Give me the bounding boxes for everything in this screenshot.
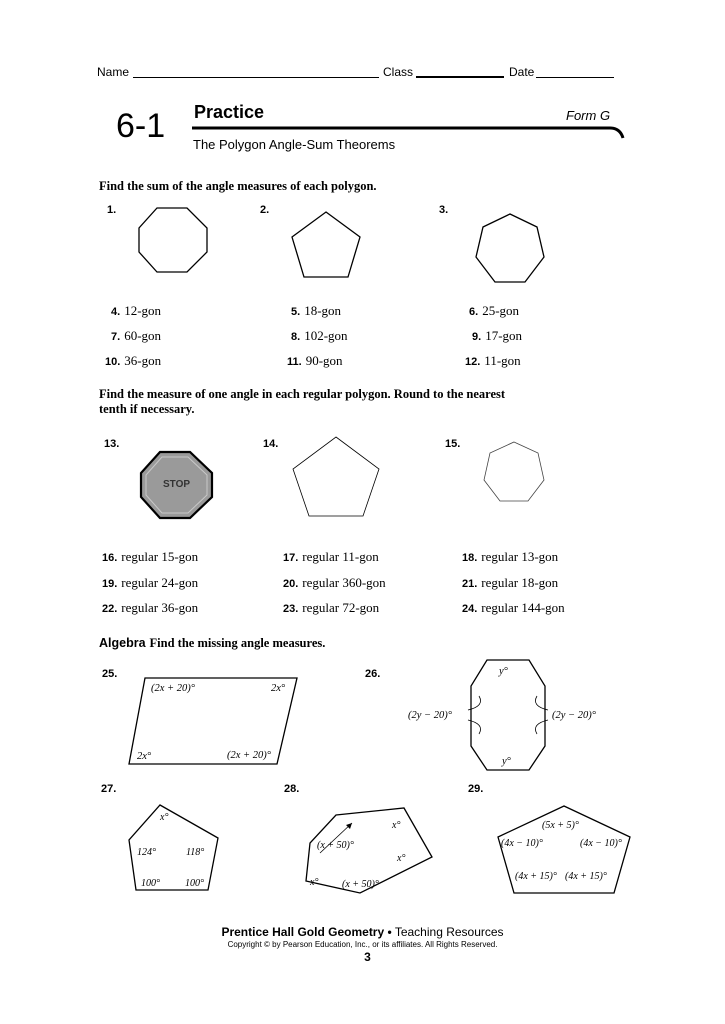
list-item: 23. regular 72-gon — [283, 600, 380, 615]
angle-label: (5x + 5)° — [542, 820, 579, 831]
angle-label: (4x + 15)° — [515, 871, 557, 882]
pentagon-figure — [290, 434, 384, 520]
figure-label-28: 28. — [284, 783, 300, 795]
angle-label: 2x° — [137, 751, 152, 762]
angle-label: y° — [499, 666, 508, 677]
angle-label: (2x + 20)° — [227, 750, 271, 761]
figure-label-25: 25. — [102, 668, 118, 680]
class-line[interactable] — [416, 76, 504, 78]
figure-label-14: 14. — [263, 438, 279, 450]
list-item: 4. 12-gon — [111, 303, 162, 318]
angle-label: x° — [392, 820, 401, 831]
angle-label: 124° — [137, 847, 156, 858]
list-item: 8. 102-gon — [291, 328, 348, 343]
name-line[interactable] — [133, 77, 379, 78]
angle-label: (4x − 10)° — [501, 838, 543, 849]
heptagon-figure — [470, 210, 550, 288]
page-number: 3 — [364, 950, 371, 964]
parallelogram-figure — [125, 672, 305, 770]
angle-label: (2y − 20)° — [408, 710, 452, 721]
lesson-number: 6-1 — [116, 107, 166, 145]
angle-label: (2y − 20)° — [552, 710, 596, 721]
list-item: 20. regular 360-gon — [283, 575, 386, 590]
angle-label: 100° — [141, 878, 160, 889]
list-item: 6. 25-gon — [469, 303, 520, 318]
angle-label: (4x + 15)° — [565, 871, 607, 882]
subtitle: The Polygon Angle-Sum Theorems — [193, 137, 396, 152]
figure-label-1: 1. — [107, 204, 117, 216]
angle-label: x° — [310, 877, 319, 888]
class-label: Class — [383, 65, 414, 79]
list-item: 12. 11-gon — [465, 353, 521, 368]
figure-label-2: 2. — [260, 204, 270, 216]
pentagon-figure — [494, 803, 634, 897]
angle-label: x° — [160, 812, 169, 823]
heptagon-figure — [478, 440, 550, 506]
list-item: 17. regular 11-gon — [283, 549, 379, 564]
figure-label-29: 29. — [468, 783, 484, 795]
list-item: 7. 60-gon — [111, 328, 162, 343]
angle-label: x° — [397, 853, 406, 864]
octagon-figure — [134, 204, 214, 276]
footer-title: Prentice Hall Gold Geometry • Teaching Resources — [221, 925, 504, 939]
angle-label: 2x° — [271, 683, 286, 694]
pentagon-figure — [124, 800, 224, 895]
section3-instruction: Algebra Find the missing angle measures. — [99, 636, 326, 650]
stop-text: STOP — [163, 479, 191, 490]
list-item: 11. 90-gon — [287, 353, 343, 368]
form-label: Form G — [566, 108, 611, 123]
angle-label: (2x + 20)° — [151, 683, 195, 694]
list-item: 5. 18-gon — [291, 303, 342, 318]
angle-label: y° — [502, 756, 511, 767]
practice-title: Practice — [194, 102, 265, 122]
hexagon-figure — [405, 654, 610, 776]
copyright: Copyright © by Pearson Education, Inc., or its affiliates. All Rights Reserved. — [227, 940, 498, 949]
list-item: 24. regular 144-gon — [462, 600, 565, 615]
name-label: Name — [97, 65, 130, 79]
angle-label: (4x − 10)° — [580, 838, 622, 849]
section2-instruction: Find the measure of one angle in each regular polygon. Round to the nearest tenth if necessary. — [99, 387, 506, 416]
date-label: Date — [509, 65, 535, 79]
list-item: 10. 36-gon — [105, 353, 162, 368]
list-item: 9. 17-gon — [472, 328, 523, 343]
list-item: 22. regular 36-gon — [102, 600, 199, 615]
figure-label-3: 3. — [439, 204, 449, 216]
pentagon-figure — [288, 208, 364, 282]
list-item: 18. regular 13-gon — [462, 549, 559, 564]
list-item: 19. regular 24-gon — [102, 575, 199, 590]
section1-instruction: Find the sum of the angle measures of each polygon. — [99, 179, 377, 193]
angle-label: (x + 50)° — [317, 840, 354, 851]
date-line[interactable] — [536, 77, 614, 78]
list-item: 21. regular 18-gon — [462, 575, 559, 590]
figure-label-26: 26. — [365, 668, 381, 680]
figure-label-27: 27. — [101, 783, 117, 795]
figure-label-13: 13. — [104, 438, 120, 450]
angle-label: 100° — [185, 878, 204, 889]
list-item: 16. regular 15-gon — [102, 549, 199, 564]
figure-label-15: 15. — [445, 438, 461, 450]
angle-label: 118° — [186, 847, 205, 858]
angle-label: (x + 50)° — [342, 879, 379, 890]
pentagon-figure — [300, 803, 438, 897]
